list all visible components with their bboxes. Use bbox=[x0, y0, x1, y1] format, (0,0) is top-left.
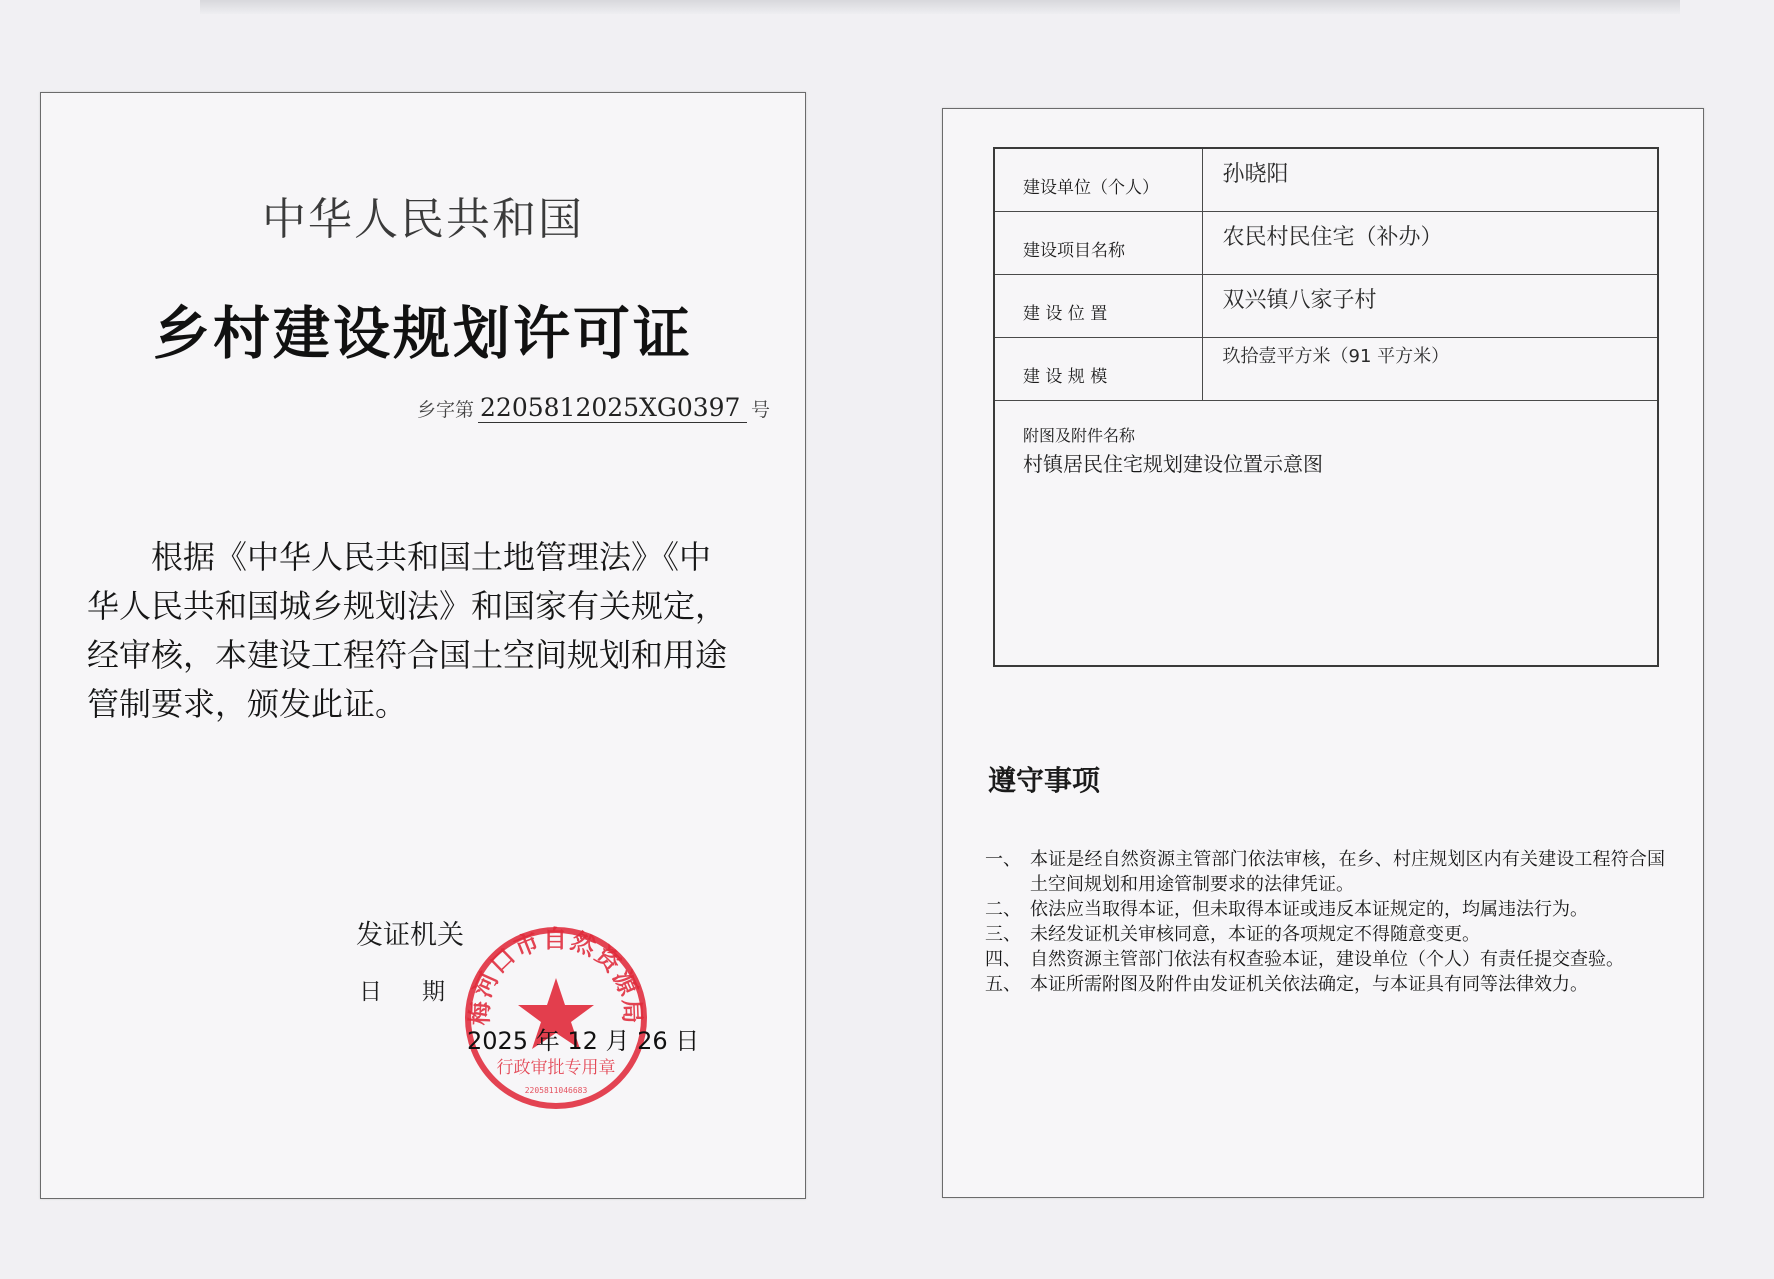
note-text: 自然资源主管部门依法有权查验本证，建设单位（个人）有责任提交查验。 bbox=[1030, 949, 1624, 970]
row-label-location: 建 设 位 置 bbox=[994, 274, 1202, 337]
certificate-number-prefix: 乡字第 bbox=[417, 399, 475, 421]
table-row bbox=[994, 274, 1658, 337]
seal-ring-text: 梅河口市自然资源局 bbox=[465, 925, 647, 1026]
row-label-project-name: 建设项目名称 bbox=[994, 211, 1202, 274]
list-item bbox=[985, 847, 1665, 897]
row-value-scale: 玖拾壹平方米（91 平方米） bbox=[1202, 337, 1658, 400]
row-label-applicant: 建设单位（个人） bbox=[994, 148, 1202, 211]
certificate-number bbox=[417, 393, 770, 423]
country-name: 中华人民共和国 bbox=[262, 194, 584, 245]
issuer-label: 发证机关 bbox=[356, 920, 464, 951]
note-text: 未经发证机关审核同意，本证的各项规定不得随意变更。 bbox=[1030, 924, 1480, 945]
list-item bbox=[985, 897, 1665, 922]
table-row bbox=[994, 148, 1658, 211]
certificate-back-page bbox=[942, 108, 1704, 1198]
body-line: 管制要求，颁发此证。 bbox=[87, 685, 408, 723]
body-line: 华人民共和国城乡规划法》和国家有关规定， bbox=[87, 587, 728, 625]
attachments-cell bbox=[994, 400, 1658, 666]
issue-date: 2025 年 12 月 26 日 bbox=[467, 1027, 700, 1055]
certificate-body-text bbox=[87, 533, 777, 729]
body-line: 经审核，本建设工程符合国土空间规划和用途 bbox=[87, 636, 728, 674]
background-strip bbox=[200, 0, 1680, 14]
attachments-label: 附图及附件名称 bbox=[1023, 425, 1136, 445]
official-seal bbox=[461, 923, 651, 1113]
table-row bbox=[994, 400, 1658, 666]
seal-serial: 2205811046683 bbox=[524, 1086, 588, 1095]
notes-title: 遵守事项 bbox=[988, 764, 1101, 797]
note-index: 三、 bbox=[985, 924, 1021, 945]
attachments-value: 村镇居民住宅规划建设位置示意图 bbox=[1023, 451, 1323, 476]
note-index: 二、 bbox=[985, 899, 1021, 920]
note-text: 依法应当取得本证，但未取得本证或违反本证规定的，均属违法行为。 bbox=[1030, 899, 1588, 920]
list-item bbox=[985, 947, 1665, 972]
note-index: 五、 bbox=[985, 974, 1021, 995]
table-row bbox=[994, 211, 1658, 274]
certificate-number-suffix: 号 bbox=[751, 399, 771, 421]
project-info-table bbox=[993, 147, 1659, 667]
note-text: 本证所需附图及附件由发证机关依法确定，与本证具有同等法律效力。 bbox=[1030, 974, 1588, 995]
row-value-location: 双兴镇八家子村 bbox=[1202, 274, 1658, 337]
list-item bbox=[985, 922, 1665, 947]
row-label-scale: 建 设 规 模 bbox=[994, 337, 1202, 400]
note-index: 四、 bbox=[985, 949, 1021, 970]
date-label: 日期 bbox=[359, 979, 485, 1005]
body-line: 根据《中华人民共和国土地管理法》《中 bbox=[87, 538, 712, 576]
list-item bbox=[985, 972, 1665, 997]
row-value-project-name: 农民村民住宅（补办） bbox=[1202, 211, 1658, 274]
table-row bbox=[994, 337, 1658, 400]
row-value-applicant: 孙晓阳 bbox=[1202, 148, 1658, 211]
note-text: 本证是经自然资源主管部门依法审核，在乡、村庄规划区内有关建设工程符合国土空间规划和用途管制要求的法律凭证。 bbox=[1030, 849, 1665, 895]
certificate-front-page bbox=[40, 92, 806, 1199]
certificate-number-value: 2205812025XG0397 bbox=[478, 393, 747, 423]
note-index: 一、 bbox=[985, 849, 1021, 870]
certificate-title: 乡村建设规划许可证 bbox=[153, 301, 693, 367]
seal-inner-text: 行政审批专用章 bbox=[496, 1058, 616, 1078]
notes-list bbox=[985, 847, 1665, 997]
